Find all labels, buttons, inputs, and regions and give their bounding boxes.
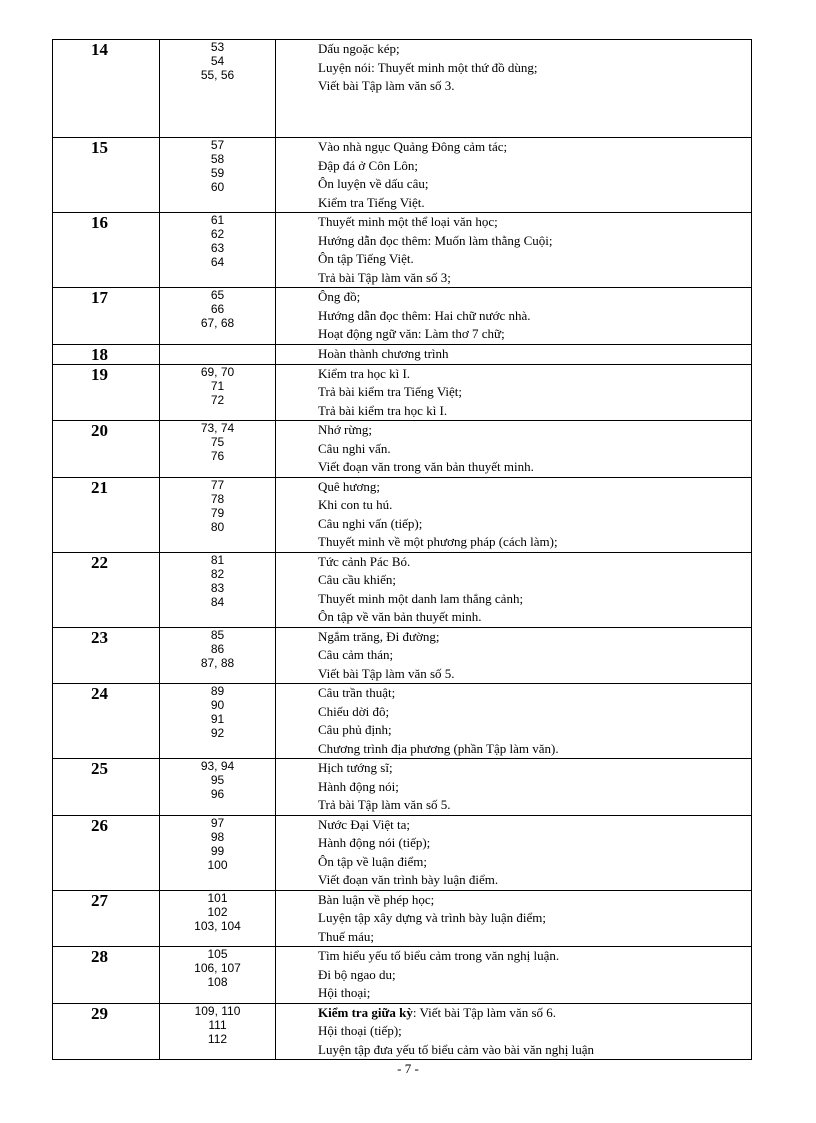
lessons-cell bbox=[160, 40, 276, 138]
topics-cell bbox=[276, 552, 752, 627]
lesson-number: 80 bbox=[210, 519, 225, 534]
lesson-number: 71 bbox=[210, 378, 225, 393]
topics-cell bbox=[276, 759, 752, 816]
table-row bbox=[53, 477, 752, 552]
lessons-cell bbox=[160, 627, 276, 684]
lesson-number: 111 bbox=[208, 1017, 227, 1032]
lessons-cell bbox=[160, 684, 276, 759]
lesson-plan-table bbox=[52, 39, 752, 1060]
lesson-list bbox=[160, 421, 275, 463]
lesson-number: 109, 110 bbox=[194, 1003, 241, 1018]
topic-item: Chương trình địa phương (phần Tập làm văn). bbox=[318, 740, 559, 756]
lesson-number: 92 bbox=[210, 726, 225, 740]
topic-item: Hướng dẫn đọc thêm: Hai chữ nước nhà. bbox=[318, 307, 531, 323]
topic-list bbox=[276, 478, 751, 552]
topic-item: Ngắm trăng, Đi đường; bbox=[318, 628, 440, 644]
week-cell bbox=[53, 627, 160, 684]
lesson-list bbox=[160, 553, 275, 609]
week-number: 16 bbox=[91, 213, 108, 232]
week-cell bbox=[53, 364, 160, 421]
page-number: - 7 - bbox=[397, 1061, 419, 1076]
topic-list bbox=[276, 759, 751, 815]
lesson-list bbox=[160, 213, 275, 269]
lesson-number: 93, 94 bbox=[200, 759, 235, 773]
topic-list bbox=[276, 40, 751, 96]
topic-item: Luyện tập đưa yếu tố biểu cảm vào bài văn nghị luận bbox=[318, 1041, 594, 1057]
topic-item: Hành động nói (tiếp); bbox=[318, 835, 431, 850]
topic-list bbox=[276, 288, 751, 344]
topic-item: Câu trần thuật; bbox=[318, 685, 396, 700]
lesson-number: 86 bbox=[210, 641, 225, 656]
week-number: 29 bbox=[91, 1003, 108, 1023]
topic-item: Kiểm tra giữa kỳ: Viết bài Tập làm văn số 6. bbox=[318, 1004, 557, 1020]
lesson-number: 91 bbox=[210, 712, 225, 726]
lesson-number: 97 bbox=[210, 815, 225, 830]
topics-cell bbox=[276, 947, 752, 1004]
topics-cell bbox=[276, 213, 752, 288]
week-cell bbox=[53, 40, 160, 138]
table-row bbox=[53, 759, 752, 816]
week-cell bbox=[53, 684, 160, 759]
week-cell bbox=[53, 815, 160, 890]
week-number: 17 bbox=[91, 288, 108, 307]
lesson-number: 53 bbox=[210, 40, 225, 54]
table-row bbox=[53, 421, 752, 478]
lesson-number: 96 bbox=[210, 787, 225, 801]
lesson-number: 103, 104 bbox=[194, 918, 241, 933]
topic-item: Đi bộ ngao du; bbox=[318, 966, 396, 982]
week-number: 20 bbox=[91, 421, 108, 440]
week-cell bbox=[53, 552, 160, 627]
lessons-cell bbox=[160, 477, 276, 552]
lesson-number: 65 bbox=[210, 288, 225, 302]
topic-list bbox=[276, 891, 751, 947]
lesson-number: 64 bbox=[210, 255, 225, 269]
lesson-number: 112 bbox=[207, 1031, 228, 1046]
topic-item: Thuyết minh về một phương pháp (cách làm); bbox=[318, 534, 558, 549]
week-number: 28 bbox=[91, 947, 108, 966]
week-number: 22 bbox=[91, 552, 108, 572]
topic-item: Viết bài Tập làm văn số 3. bbox=[318, 78, 455, 93]
topic-item: Trả bài Tập làm văn số 5. bbox=[318, 797, 451, 812]
table-row bbox=[53, 138, 752, 213]
lesson-number: 87, 88 bbox=[200, 655, 235, 670]
topics-cell bbox=[276, 138, 752, 213]
topic-item: Dấu ngoặc kép; bbox=[318, 41, 400, 56]
lesson-plan-body bbox=[53, 40, 752, 1060]
topic-item: Hoạt động ngữ văn: Làm thơ 7 chữ; bbox=[318, 326, 505, 341]
topics-cell bbox=[276, 288, 752, 345]
lessons-cell bbox=[160, 759, 276, 816]
lesson-number: 102 bbox=[207, 904, 228, 919]
topic-item: Trả bài Tập làm văn số 3; bbox=[318, 269, 451, 285]
week-number: 18 bbox=[91, 344, 108, 364]
lessons-cell bbox=[160, 364, 276, 421]
lesson-number: 84 bbox=[210, 594, 225, 609]
lessons-cell bbox=[160, 344, 276, 364]
lesson-list bbox=[160, 365, 275, 407]
week-cell bbox=[53, 421, 160, 478]
lessons-cell bbox=[160, 890, 276, 947]
lesson-number: 81 bbox=[210, 552, 225, 567]
topic-item: Trả bài kiểm tra học kì I. bbox=[318, 402, 448, 418]
week-cell bbox=[53, 288, 160, 345]
topics-cell bbox=[276, 684, 752, 759]
lesson-number: 69, 70 bbox=[200, 364, 235, 379]
lesson-number: 55, 56 bbox=[200, 68, 235, 82]
topics-cell bbox=[276, 1003, 752, 1060]
topic-item: Đập đá ở Côn Lôn; bbox=[318, 157, 419, 173]
topic-item: Khi con tu hú. bbox=[318, 497, 393, 512]
topic-text: Viết bài Tập làm văn số 6. bbox=[419, 1004, 557, 1020]
lesson-number: 67, 68 bbox=[200, 316, 235, 330]
topic-item: Ôn tập về văn bản thuyết minh. bbox=[318, 609, 482, 624]
week-number: 23 bbox=[91, 627, 108, 647]
lesson-number: 77 bbox=[210, 477, 225, 492]
lesson-number: 73, 74 bbox=[200, 421, 235, 435]
lessons-cell bbox=[160, 138, 276, 213]
lessons-cell bbox=[160, 1003, 276, 1060]
topic-item: Luyện tập xây dựng và trình bày luận điểm; bbox=[318, 910, 546, 925]
lesson-number: 54 bbox=[210, 54, 225, 68]
topic-item: Câu nghi vấn (tiếp); bbox=[318, 515, 423, 531]
lessons-cell bbox=[160, 815, 276, 890]
topic-item: Câu cầu khiến; bbox=[318, 572, 396, 587]
topics-cell bbox=[276, 477, 752, 552]
week-cell bbox=[53, 947, 160, 1004]
lesson-number: 89 bbox=[210, 684, 225, 698]
topic-item: Chiếu dời đô; bbox=[318, 703, 390, 719]
lesson-number: 59 bbox=[210, 166, 225, 180]
lessons-cell bbox=[160, 947, 276, 1004]
topic-item: Ôn tập Tiếng Việt. bbox=[318, 251, 414, 266]
week-cell bbox=[53, 344, 160, 364]
topic-item: Nước Đại Việt ta; bbox=[318, 816, 410, 832]
lesson-number: 76 bbox=[210, 449, 225, 463]
lesson-number: 57 bbox=[210, 138, 225, 152]
topic-item: Thuế máu; bbox=[318, 928, 374, 944]
topic-list bbox=[276, 684, 751, 758]
week-number: 14 bbox=[91, 40, 108, 59]
lesson-number: 98 bbox=[210, 829, 225, 844]
topic-item: Hành động nói; bbox=[318, 778, 399, 794]
lesson-list bbox=[160, 684, 275, 740]
week-cell bbox=[53, 477, 160, 552]
lesson-number: 78 bbox=[210, 491, 225, 506]
lesson-list bbox=[160, 40, 275, 82]
topic-item: Hịch tướng sĩ; bbox=[318, 760, 393, 775]
week-cell bbox=[53, 138, 160, 213]
topic-list bbox=[276, 1004, 751, 1060]
topic-item: Vào nhà ngục Quảng Đông cảm tác; bbox=[318, 139, 508, 154]
topics-cell bbox=[276, 421, 752, 478]
lesson-list bbox=[160, 1004, 275, 1046]
lesson-number: 99 bbox=[210, 843, 225, 858]
lesson-list bbox=[160, 891, 275, 933]
topics-cell bbox=[276, 344, 752, 364]
topic-item: Câu phủ định; bbox=[318, 722, 392, 737]
topic-item: Tức cảnh Pác Bó. bbox=[318, 553, 411, 569]
topic-item: Câu nghi vấn. bbox=[318, 440, 391, 456]
lesson-number: 95 bbox=[210, 773, 225, 787]
topic-item: Ông đồ; bbox=[318, 289, 361, 304]
topic-list bbox=[276, 553, 751, 627]
topic-item: Viết đoạn văn trình bày luận điểm. bbox=[318, 872, 499, 887]
lesson-number: 60 bbox=[210, 180, 225, 194]
lesson-list bbox=[160, 288, 275, 330]
lessons-cell bbox=[160, 213, 276, 288]
lesson-number: 62 bbox=[210, 227, 225, 241]
topic-item: Trả bài kiểm tra Tiếng Việt; bbox=[318, 384, 463, 399]
table-row bbox=[53, 552, 752, 627]
topic-item: Hoàn thành chương trình bbox=[318, 345, 449, 361]
week-number: 15 bbox=[91, 138, 108, 157]
topic-list bbox=[276, 365, 751, 421]
topics-cell bbox=[276, 40, 752, 138]
lessons-cell bbox=[160, 288, 276, 345]
table-row bbox=[53, 627, 752, 684]
topic-list bbox=[276, 421, 751, 477]
lesson-number: 63 bbox=[210, 241, 225, 255]
week-cell bbox=[53, 1003, 160, 1060]
week-cell bbox=[53, 759, 160, 816]
week-number: 24 bbox=[91, 684, 108, 703]
lesson-list bbox=[160, 628, 275, 670]
topic-item: Bàn luận về phép học; bbox=[318, 891, 435, 907]
lesson-list bbox=[160, 478, 275, 534]
topic-item: Luyện nói: Thuyết minh một thứ đồ dùng; bbox=[318, 59, 538, 75]
lesson-number: 72 bbox=[210, 392, 225, 407]
topic-item: Hướng dẫn đọc thêm: Muốn làm thằng Cuội; bbox=[318, 232, 553, 248]
topic-item: Ôn luyện về dấu câu; bbox=[318, 176, 429, 191]
table-row bbox=[53, 344, 752, 364]
lesson-number: 108 bbox=[207, 975, 228, 989]
topic-item: Kiểm tra học kì I. bbox=[318, 365, 411, 381]
week-number: 26 bbox=[91, 815, 108, 835]
lesson-list bbox=[160, 947, 275, 989]
topic-item: Viết đoạn văn trong văn bản thuyết minh. bbox=[318, 459, 534, 474]
lesson-number: 75 bbox=[210, 435, 225, 449]
topic-list bbox=[276, 345, 751, 364]
topic-item: Viết bài Tập làm văn số 5. bbox=[318, 665, 455, 681]
table-row bbox=[53, 40, 752, 138]
topic-item: Kiểm tra Tiếng Việt. bbox=[318, 194, 425, 210]
table-row bbox=[53, 890, 752, 947]
topic-item: Thuyết minh một thể loại văn học; bbox=[318, 214, 498, 229]
topic-item: Quê hương; bbox=[318, 478, 380, 494]
lesson-number: 83 bbox=[210, 580, 225, 595]
topic-item: Hội thoại (tiếp); bbox=[318, 1023, 402, 1038]
week-number: 21 bbox=[91, 477, 108, 497]
topics-cell bbox=[276, 364, 752, 421]
lesson-number: 106, 107 bbox=[194, 961, 241, 975]
topic-bold-prefix: Kiểm tra giữa kỳ bbox=[318, 1004, 413, 1020]
week-cell bbox=[53, 890, 160, 947]
lesson-number: 61 bbox=[210, 213, 225, 227]
topic-item: Tìm hiểu yếu tố biểu cảm trong văn nghị luận. bbox=[318, 948, 560, 963]
lesson-number: 58 bbox=[210, 152, 225, 166]
topic-item: Câu cảm thán; bbox=[318, 647, 394, 662]
lesson-list bbox=[160, 759, 275, 801]
lesson-number: 66 bbox=[210, 302, 225, 316]
lesson-list bbox=[160, 816, 275, 872]
lessons-cell bbox=[160, 552, 276, 627]
lesson-number: 90 bbox=[210, 698, 225, 712]
topic-item: Hội thoại; bbox=[318, 985, 371, 1000]
topic-list bbox=[276, 213, 751, 287]
topic-item: Thuyết minh một danh lam thắng cảnh; bbox=[318, 590, 524, 606]
topics-cell bbox=[276, 815, 752, 890]
week-cell bbox=[53, 213, 160, 288]
topic-list bbox=[276, 947, 751, 1003]
topic-list bbox=[276, 628, 751, 684]
table-row bbox=[53, 684, 752, 759]
week-number: 19 bbox=[91, 364, 108, 384]
lesson-list bbox=[160, 138, 275, 194]
topic-item: Nhớ rừng; bbox=[318, 422, 372, 437]
week-number: 27 bbox=[91, 890, 108, 910]
topic-list bbox=[276, 816, 751, 890]
lesson-number: 100 bbox=[207, 857, 228, 872]
topic-list bbox=[276, 138, 751, 212]
topics-cell bbox=[276, 890, 752, 947]
table-row bbox=[53, 947, 752, 1004]
lesson-number: 101 bbox=[207, 890, 228, 905]
lesson-number: 105 bbox=[207, 947, 228, 961]
table-row bbox=[53, 288, 752, 345]
week-number: 25 bbox=[91, 759, 108, 778]
table-row bbox=[53, 1003, 752, 1060]
lesson-number: 85 bbox=[210, 627, 225, 642]
lesson-number: 79 bbox=[210, 505, 225, 520]
topics-cell bbox=[276, 627, 752, 684]
table-row bbox=[53, 815, 752, 890]
topic-item: Ôn tập về luận điểm; bbox=[318, 853, 428, 869]
table-row bbox=[53, 213, 752, 288]
lessons-cell bbox=[160, 421, 276, 478]
lesson-number: 82 bbox=[210, 566, 225, 581]
table-row bbox=[53, 364, 752, 421]
